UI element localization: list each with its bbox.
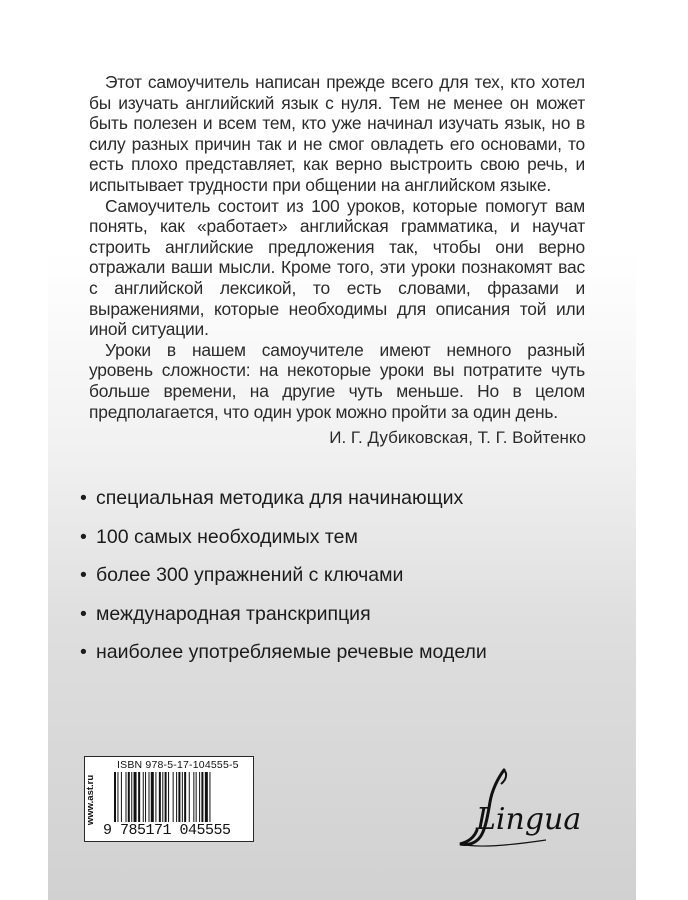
barcode-digits: 9 785171 045555	[103, 822, 231, 839]
bullet-icon: •	[80, 564, 87, 586]
feature-item	[80, 600, 487, 639]
intro-paragraph-3: Уроки в нашем самоучителе имеют немного разный уровень сложности: на некоторые уроки вы потратите чуть больше времени, на другие чуть меньше. Но в целом предполагается, что один урок можно пройти за один день.	[89, 339, 585, 422]
intro-paragraph-1: Этот самоучитель написан прежде всего для тех, кто хотел бы изучать английский язык с нуля. Тем не менее он может быть полезен и всем тем, кто уже начинал изучать язык, но в силу разных причин так и не смог овладеть его основами, то есть плохо представляет, как верно выстроить свою речь, и испытывает трудности при общении на английском языке.	[89, 72, 585, 195]
feature-label: международная транскрипция	[96, 602, 371, 625]
feature-item	[80, 638, 487, 677]
bullet-icon: •	[80, 641, 87, 663]
feature-label: более 300 упражнений с ключами	[96, 564, 404, 586]
feature-label: специальная методика для начинающих	[96, 487, 464, 509]
bullet-icon: •	[80, 525, 87, 548]
annotation-text	[89, 72, 585, 422]
intro-paragraph-2: Самоучитель состоит из 100 уроков, которые помогут вам понять, как «работает» английская грамматика, и научат строить английские предложения так, чтобы они верно отражали ваши мысли. Кроме того, эти уроки познакомят вас с английской лексикой, то есть словами, фразами и выражениями, которые необходимы для описания той или иной ситуации.	[89, 195, 585, 340]
feature-label: наиболее употребляемые речевые модели	[96, 641, 487, 663]
publisher-website: www.ast.ru	[85, 774, 96, 826]
bullet-icon: •	[80, 487, 87, 509]
logo-wordmark: Lingua	[476, 802, 582, 837]
lingua-logo	[446, 768, 586, 848]
authors: И. Г. Дубиковская, Т. Г. Войтенко	[329, 428, 586, 447]
barcode-bars-icon	[114, 772, 246, 822]
isbn-text: ISBN 978-5-17-104555-5	[117, 759, 239, 771]
bullet-icon: •	[80, 602, 87, 625]
isbn-barcode	[84, 756, 254, 842]
feature-item	[80, 523, 487, 562]
feature-list	[80, 484, 487, 677]
feature-label: 100 самых необходимых тем	[96, 525, 358, 548]
feature-item	[80, 561, 487, 600]
feature-item	[80, 484, 487, 523]
